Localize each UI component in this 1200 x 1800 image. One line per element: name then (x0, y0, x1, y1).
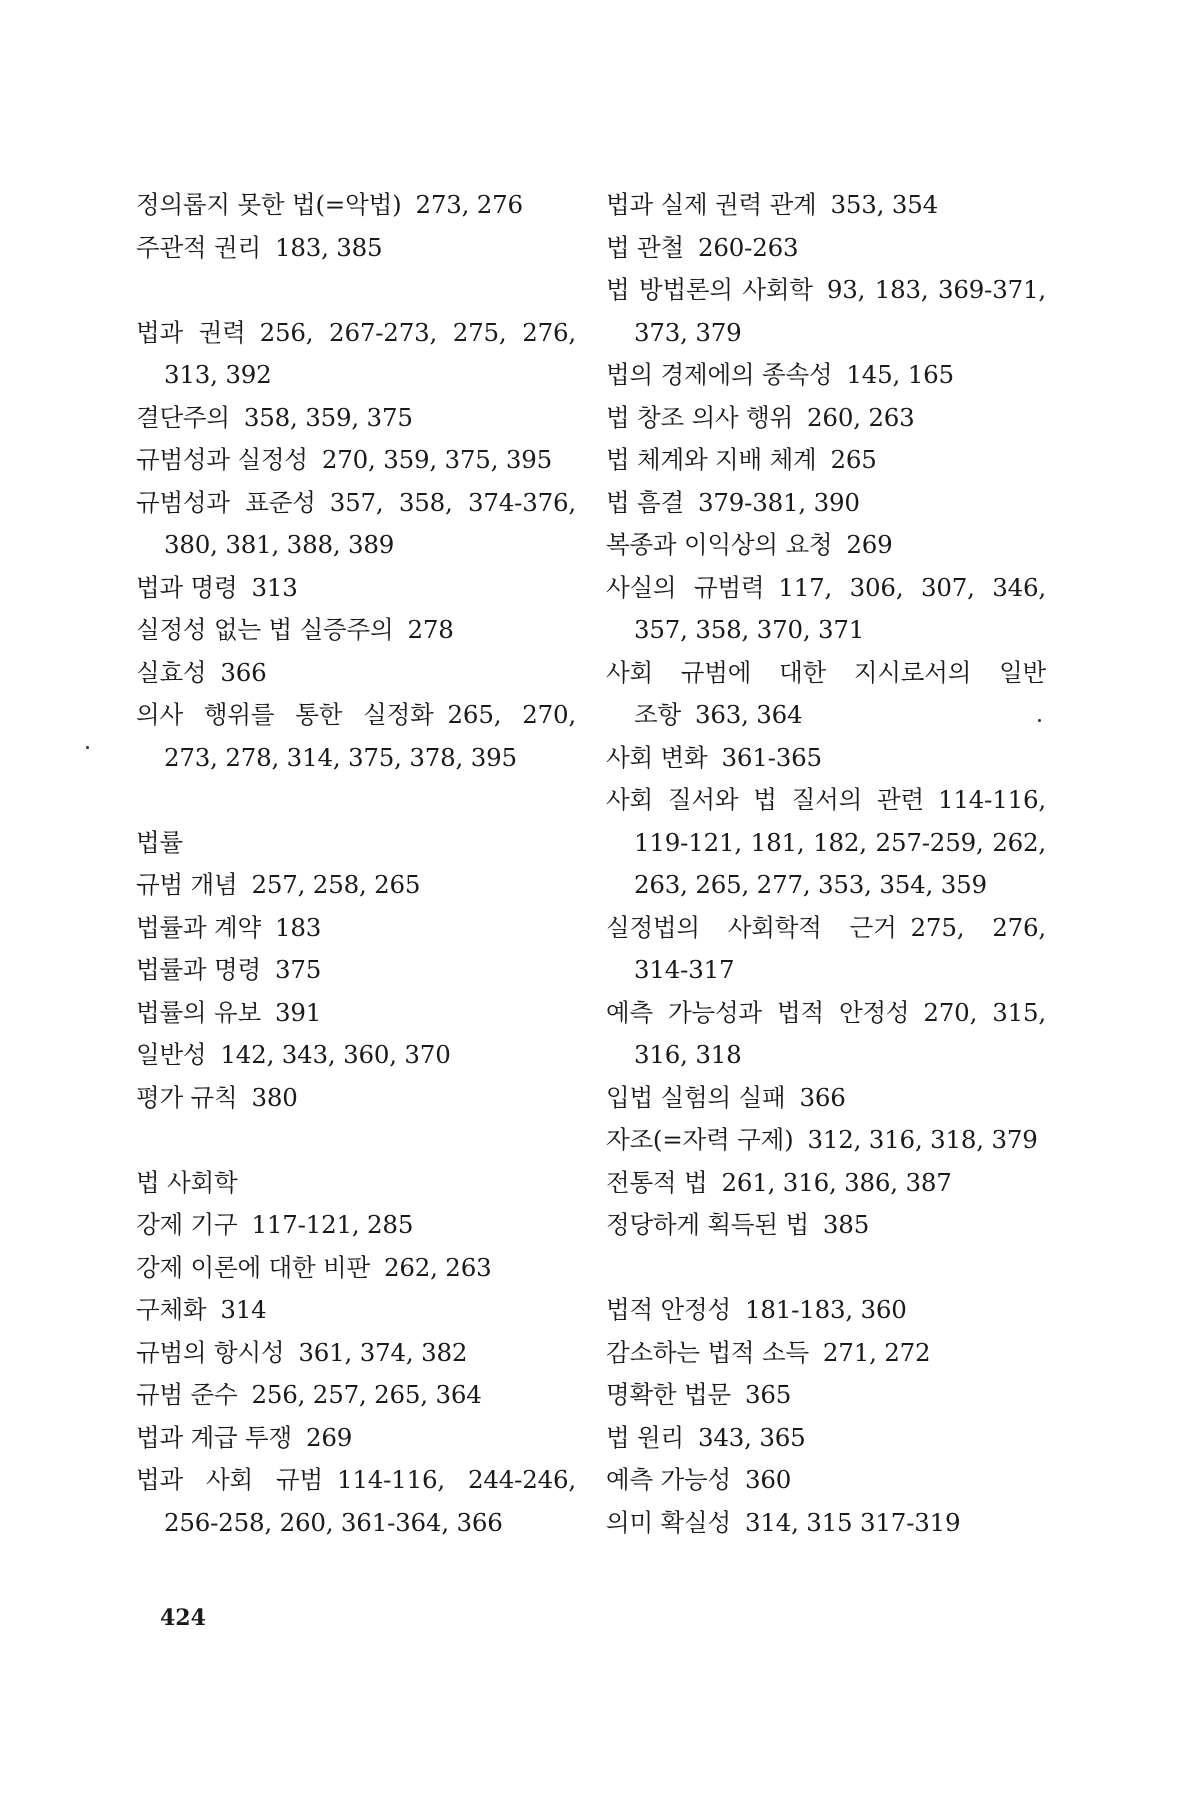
index-entry (606, 779, 1046, 907)
index-term: 결단주의 (136, 402, 230, 432)
index-pages: 358, 359, 375 (243, 402, 413, 432)
index-entry (136, 1204, 576, 1247)
index-entry (136, 1417, 576, 1460)
index-term: 의미 확실성 (606, 1507, 731, 1537)
index-entry (136, 822, 576, 865)
index-pages: 363, 364 (694, 700, 803, 729)
index-term: 법률 (136, 827, 183, 857)
index-term: 정의롭지 못한 법(=악법) (136, 190, 402, 219)
stray-mark (86, 746, 89, 749)
index-pages: 278 (407, 615, 454, 644)
section-gap (136, 1119, 576, 1162)
index-term: 규범성과 실정성 (136, 445, 308, 474)
index-term: 법 원리 (606, 1422, 684, 1452)
index-entry (136, 397, 576, 440)
index-pages: 142, 343, 360, 370 (220, 1040, 451, 1069)
index-entry (136, 1247, 576, 1290)
index-pages: 361, 374, 382 (298, 1337, 468, 1367)
section-gap (136, 779, 576, 822)
index-pages: 271, 272 (822, 1337, 931, 1367)
index-pages: 314, 315 317-319 (744, 1507, 961, 1537)
index-term: 법과 실제 권력 관계 (606, 190, 817, 219)
index-entry (606, 1204, 1046, 1247)
index-pages: 145, 165 (846, 360, 954, 389)
index-entry (606, 1332, 1046, 1375)
index-term: 복종과 이익상의 요청 (606, 530, 833, 559)
index-entry (606, 1289, 1046, 1332)
index-term: 법률의 유보 (136, 997, 261, 1027)
index-entry (136, 992, 576, 1035)
section-gap (136, 269, 576, 312)
index-pages: 391 (274, 997, 322, 1027)
index-pages: 117, 306, 307, 346, 357, 358, 370, 371 (634, 572, 1046, 644)
index-pages: 379-381, 390 (698, 487, 860, 517)
index-term: 법의 경제에의 종속성 (606, 360, 833, 389)
index-term: 법과 권력 (136, 317, 246, 347)
index-pages: 273, 276 (415, 190, 523, 219)
index-pages: 312, 316, 318, 379 (807, 1125, 1038, 1154)
index-term: 일반성 (136, 1040, 207, 1069)
index-pages: 361-365 (721, 742, 822, 772)
index-term: 주관적 권리 (136, 232, 261, 262)
index-pages: 360 (744, 1465, 792, 1494)
index-pages: 183 (274, 912, 322, 942)
index-term: 의사 행위를 통한 실정화 (136, 700, 434, 729)
index-pages: 114-116, 244-246, 256-258, 260, 361-364, 366 (164, 1465, 576, 1537)
index-term: 법과 계급 투쟁 (136, 1422, 292, 1452)
index-term: 명확한 법문 (606, 1380, 731, 1409)
index-pages: 256, 267-273, 275, 276, 313, 392 (164, 317, 576, 389)
index-entry (606, 567, 1046, 652)
index-entry (136, 694, 576, 779)
index-entry (136, 312, 576, 397)
index-pages: 181-183, 360 (744, 1295, 907, 1324)
index-pages: 269 (305, 1422, 353, 1452)
index-pages: 270, 359, 375, 395 (321, 445, 553, 474)
index-pages: 314 (220, 1295, 267, 1324)
index-term: 규범의 항시성 (136, 1337, 285, 1367)
index-term: 법 창조 의사 행위 (606, 402, 794, 432)
index-term: 자조(=자력 구제) (606, 1125, 794, 1154)
index-term: 법률과 계약 (136, 912, 261, 942)
index-pages: 117-121, 285 (251, 1210, 414, 1239)
index-entry (136, 1332, 576, 1375)
index-pages: 366 (799, 1082, 846, 1112)
index-pages: 260, 263 (807, 402, 915, 432)
index-term: 실정법의 사회학적 근거 (606, 912, 897, 942)
index-entry (136, 1077, 576, 1120)
index-entry (606, 184, 1046, 227)
index-term: 강제 이론에 대한 비판 (136, 1252, 370, 1282)
index-entry (606, 1502, 1046, 1545)
index-term: 규범 개념 (136, 870, 238, 899)
index-entry (136, 864, 576, 907)
index-pages: 366 (220, 657, 267, 687)
section-gap (606, 1247, 1046, 1290)
index-entry (606, 1374, 1046, 1417)
index-entry (606, 227, 1046, 270)
index-entry (606, 524, 1046, 567)
index-pages: 261, 316, 386, 387 (721, 1167, 952, 1197)
index-entry (136, 482, 576, 567)
index-term: 감소하는 법적 소득 (606, 1337, 809, 1367)
index-entry (136, 907, 576, 950)
index-term: 예측 가능성 (606, 1465, 731, 1494)
index-entry (136, 1374, 576, 1417)
index-term: 입법 실험의 실패 (606, 1082, 786, 1112)
index-entry (136, 184, 576, 227)
index-term: 사회 변화 (606, 742, 708, 772)
index-term: 강제 기구 (136, 1210, 238, 1239)
index-entry (136, 1034, 576, 1077)
index-term: 평가 규칙 (136, 1082, 238, 1112)
index-pages: 256, 257, 265, 364 (251, 1380, 482, 1409)
index-term: 법과 사회 규범 (136, 1465, 323, 1494)
index-pages: 262, 263 (383, 1252, 492, 1282)
index-term: 법적 안정성 (606, 1295, 731, 1324)
index-term: 법 체계와 지배 체계 (606, 445, 817, 474)
index-entry (136, 1162, 576, 1205)
index-entry (606, 1459, 1046, 1502)
index-pages: 183, 385 (274, 232, 383, 262)
index-pages: 257, 258, 265 (251, 870, 421, 899)
index-pages: 260-263 (698, 232, 799, 262)
index-pages: 375 (274, 955, 322, 984)
index-entry (606, 652, 1046, 737)
index-term: 정당하게 획득된 법 (606, 1210, 809, 1239)
index-entry (606, 1077, 1046, 1120)
index-term: 사회 질서와 법 질서의 관련 (606, 785, 924, 814)
index-term: 구체화 (136, 1295, 207, 1324)
index-term: 실효성 (136, 657, 207, 687)
index-term: 법과 명령 (136, 572, 238, 602)
index-entry (136, 609, 576, 652)
index-entry (606, 1417, 1046, 1460)
index-entry (136, 227, 576, 270)
index-entry (136, 652, 576, 695)
index-term: 예측 가능성과 법적 안정성 (606, 997, 910, 1027)
index-entry (606, 354, 1046, 397)
index-pages: 385 (822, 1210, 870, 1239)
index-entry (136, 1459, 576, 1544)
page-number: 424 (160, 1605, 206, 1631)
index-pages: 365 (744, 1380, 792, 1409)
index-term: 전통적 법 (606, 1167, 708, 1197)
index-entry (606, 439, 1046, 482)
index-entry (606, 1119, 1046, 1162)
index-pages: 93, 183, 369-371, 373, 379 (634, 275, 1046, 347)
index-pages: 265 (830, 445, 877, 474)
index-entry (606, 907, 1046, 992)
index-entry (606, 737, 1046, 780)
index-pages: 114-116, 119-121, 181, 182, 257-259, 262, 263, 265, 277, 353, 354, 359 (634, 785, 1046, 899)
index-entry (606, 269, 1046, 354)
index-column-left (136, 184, 576, 1544)
index-pages: 380 (251, 1082, 298, 1112)
index-pages: 269 (846, 530, 893, 559)
index-entry (606, 397, 1046, 440)
index-entry (606, 482, 1046, 525)
index-entry (136, 567, 576, 610)
index-term: 규범 준수 (136, 1380, 238, 1409)
index-term: 법 사회학 (136, 1167, 238, 1197)
index-entry (606, 1162, 1046, 1205)
index-term: 법 방법론의 사회학 (606, 275, 813, 304)
index-entry (136, 949, 576, 992)
index-term: 규범성과 표준성 (136, 487, 316, 517)
index-pages: 343, 365 (698, 1422, 806, 1452)
index-term: 법률과 명령 (136, 955, 261, 984)
index-pages: 313 (251, 572, 298, 602)
index-term: 법 흠결 (606, 487, 684, 517)
index-entry (136, 1289, 576, 1332)
index-pages: 275, 276, 314-317 (634, 912, 1046, 984)
stray-mark (1038, 719, 1041, 722)
index-entry (606, 992, 1046, 1077)
index-pages: 265, 270, 273, 278, 314, 375, 378, 395 (164, 700, 577, 772)
index-term: 법 관철 (606, 232, 684, 262)
index-term: 사실의 규범력 (606, 572, 765, 602)
index-term: 사회 규범에 대한 지시로서의 일반 조항 (606, 657, 1046, 729)
index-pages: 357, 358, 374-376, 380, 381, 388, 389 (164, 487, 577, 559)
index-term: 실정성 없는 법 실증주의 (136, 615, 394, 644)
index-entry (136, 439, 576, 482)
index-pages: 353, 354 (830, 190, 939, 219)
index-column-right (606, 184, 1046, 1544)
index-pages: 270, 315, 316, 318 (634, 997, 1046, 1069)
